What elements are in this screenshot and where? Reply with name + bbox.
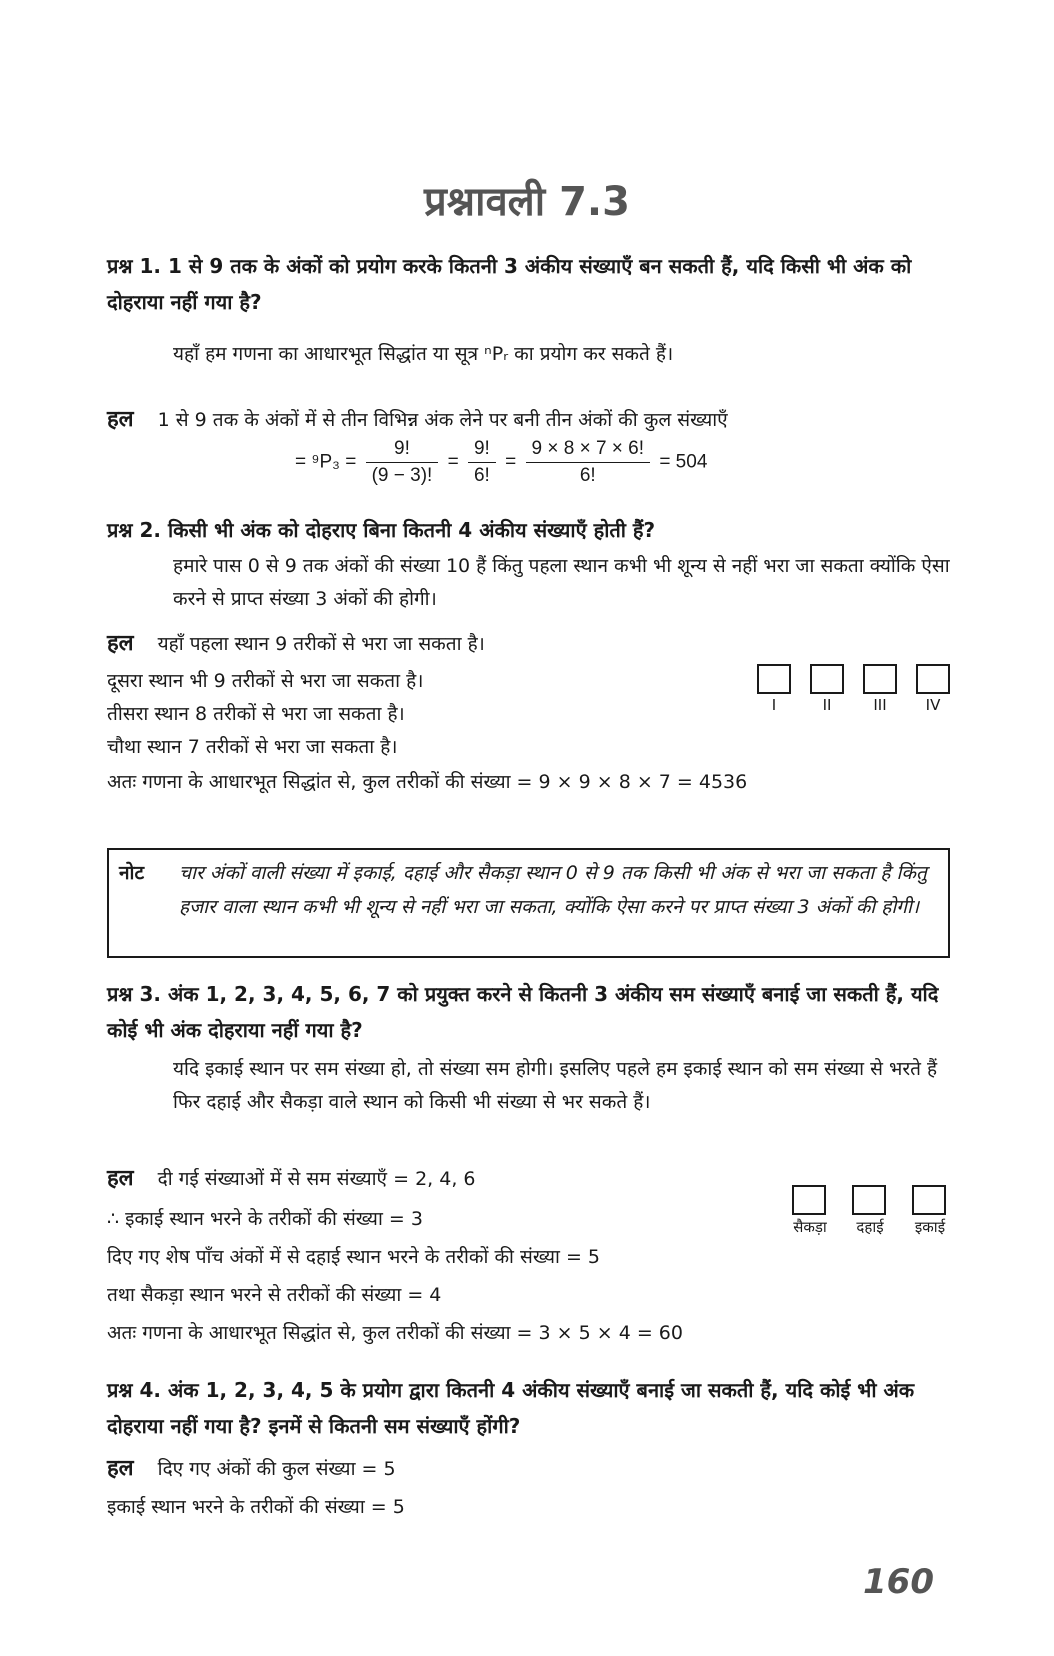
note-text: चार अंकों वाली संख्या में इकाई, दहाई और सैकड़ा स्थान 0 से 9 तक किसी भी अंक से भरा जा सकता है किंतु हजार वाला स्थान कभी भी शून्य से नहीं भरा जा सकता, क्योंकि ऐसा करने पर प्राप्त संख्या 3 अंकों की होगी। [179,862,927,918]
question-4-solution-line-1 [107,1452,396,1482]
question-3-solution-line-3: दिए गए शेष पाँच अंकों में से दहाई स्थान भरने के तरीकों की संख्या = 5 [107,1246,600,1268]
fraction-3-denominator: 6! [579,465,596,486]
solution-label: हल [107,1456,134,1481]
question-1-hint: यहाँ हम गणना का आधारभूत सिद्धांत या सूत्र ⁿPᵣ का प्रयोग कर सकते हैं। [173,343,674,365]
permutation-formula [295,436,707,489]
fraction-3 [526,436,651,489]
place-box-2 [810,664,844,694]
question-3-solution-line-5: अतः गणना के आधारभूत सिद्धांत से, कुल तरीकों की संख्या = 3 × 5 × 4 = 60 [107,1322,683,1344]
formula-result: = 504 [659,451,708,473]
fraction-1-denominator: (9 − 3)! [371,465,433,486]
solution-label: हल [107,407,134,432]
question-3-hint: यदि इकाई स्थान पर सम संख्या हो, तो संख्या सम होगी। इसलिए पहले हम इकाई स्थान को सम संख्या से भरते हैं फिर दहाई और सैकड़ा वाले स्थान को किसी भी संख्या से भर सकते हैं। [173,1058,938,1113]
exercise-title: प्रश्नावली 7.3 [424,179,630,225]
question-2-label: प्रश्न 2. [107,518,161,542]
place-box-tens [852,1185,886,1215]
place-box-label-3: III [873,696,887,714]
place-box-label-units: इकाई [914,1218,946,1236]
note-box [107,848,950,958]
page-number: 160 [863,1562,934,1602]
place-box-hundreds [792,1185,826,1215]
question-3 [107,976,949,1048]
question-2-text: किसी भी अंक को दोहराए बिना कितनी 4 अंकीय संख्याएँ होती हैं? [167,518,656,542]
question-2 [107,512,949,548]
question-3-text: अंक 1, 2, 3, 4, 5, 6, 7 को प्रयुक्त करने से कितनी 3 अंकीय सम संख्याएँ बनाई जा सकती हैं, यदि कोई भी अंक दोहराया नहीं गया है? [107,982,939,1042]
place-box-3 [863,664,897,694]
note-label: नोट [119,862,145,884]
question-1-label: प्रश्न 1. [107,254,161,278]
question-4-text: अंक 1, 2, 3, 4, 5 के प्रयोग द्वारा कितनी 4 अंकीय संख्याएँ बनाई जा सकती हैं, यदि कोई भी अंक दोहराया नहीं गया है? इनमें से कितनी सम संख्याएँ होंगी? [107,1378,915,1438]
solution-label: हल [107,1166,134,1191]
place-box-4 [916,664,950,694]
fraction-3-numerator: 9 × 8 × 7 × 6! [526,436,651,463]
question-2-solution-line-3: तीसरा स्थान 8 तरीकों से भरा जा सकता है। [107,703,405,725]
solution-label: हल [107,631,134,656]
solution-text: 1 से 9 तक के अंकों में से तीन विभिन्न अंक लेने पर बनी तीन अंकों की कुल संख्याएँ [157,409,728,431]
question-4 [107,1372,949,1444]
formula-start: = ⁹P₃ = [295,451,357,473]
question-1 [107,248,949,320]
fraction-1 [366,436,439,489]
equals-sign: = [447,451,459,473]
question-3-solution-line-2: ∴ इकाई स्थान भरने के तरीकों की संख्या = 3 [107,1208,423,1230]
place-box-label-tens: दहाई [856,1218,884,1236]
question-4-solution-line-2: इकाई स्थान भरने के तरीकों की संख्या = 5 [107,1496,405,1518]
question-3-solution-line-1 [107,1162,476,1192]
solution-line: यहाँ पहला स्थान 9 तरीकों से भरा जा सकता है। [157,633,485,655]
place-box-label-2: II [822,696,832,714]
place-box-label-hundreds: सैकड़ा [793,1218,827,1236]
question-3-label: प्रश्न 3. [107,982,161,1006]
question-3-solution-line-4: तथा सैकड़ा स्थान भरने से तरीकों की संख्या = 4 [107,1284,442,1306]
fraction-1-numerator: 9! [366,436,439,463]
question-4-label: प्रश्न 4. [107,1378,161,1402]
equals-sign: = [505,451,517,473]
fraction-2-numerator: 9! [468,436,496,463]
solution-line: दिए गए अंकों की कुल संख्या = 5 [157,1458,396,1480]
place-box-units [912,1185,946,1215]
question-2-solution-line-5: अतः गणना के आधारभूत सिद्धांत से, कुल तरीकों की संख्या = 9 × 9 × 8 × 7 = 4536 [107,771,748,793]
fraction-2 [468,436,496,489]
question-2-solution-line-2: दूसरा स्थान भी 9 तरीकों से भरा जा सकता है। [107,670,424,692]
place-box-label-4: IV [925,696,941,714]
question-2-solution-line-1 [107,627,485,657]
place-box-1 [757,664,791,694]
fraction-2-denominator: 6! [473,465,490,486]
place-box-label-1: I [771,696,777,714]
question-1-solution [107,403,728,433]
question-1-text: 1 से 9 तक के अंकों को प्रयोग करके कितनी 3 अंकीय संख्याएँ बन सकती हैं, यदि किसी भी अंक को दोहराया नहीं गया है? [107,254,912,314]
question-2-hint: हमारे पास 0 से 9 तक अंकों की संख्या 10 हैं किंतु पहला स्थान कभी भी शून्य से नहीं भरा जा सकता क्योंकि ऐसा करने से प्राप्त संख्या 3 अंकों की होगी। [173,555,950,610]
solution-line: दी गई संख्याओं में से सम संख्याएँ = 2, 4, 6 [157,1168,476,1190]
question-2-solution-line-4: चौथा स्थान 7 तरीकों से भरा जा सकता है। [107,736,398,758]
